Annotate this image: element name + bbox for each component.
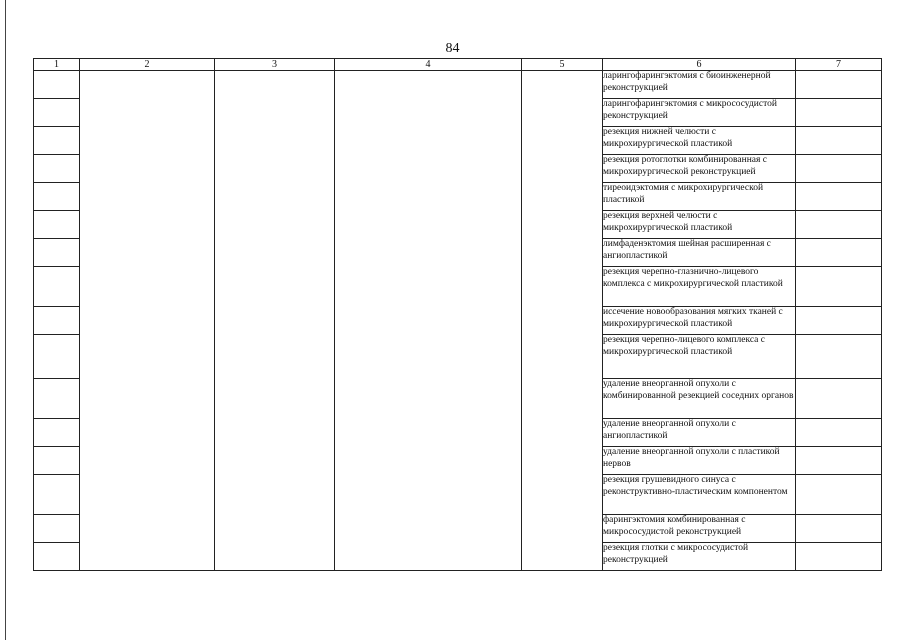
procedure-cell: тиреоидэктомия с микрохирургической пластикой [603,183,796,211]
column-header: 2 [80,59,215,71]
cell-col7 [796,475,882,515]
cell-col7 [796,379,882,419]
column-header: 7 [796,59,882,71]
cell-col3-merged [215,71,335,571]
procedure-cell: ларингофарингэктомия с биоинженерной реконструкцией [603,71,796,99]
column-header-row [34,59,882,71]
cell-col1 [34,335,80,379]
cell-col1 [34,307,80,335]
procedure-cell: удаление внеорганной опухоли с комбинированной резекцией соседних органов [603,379,796,419]
cell-col7 [796,447,882,475]
cell-col1 [34,267,80,307]
procedure-cell: ларингофарингэктомия с микрососудистой реконструкцией [603,99,796,127]
cell-col7 [796,515,882,543]
cell-col2-merged [80,71,215,571]
column-header: 1 [34,59,80,71]
column-header: 5 [522,59,603,71]
cell-col1 [34,475,80,515]
cell-col7 [796,99,882,127]
cell-col7 [796,183,882,211]
procedures-table [33,58,882,571]
cell-col5-merged [522,71,603,571]
cell-col1 [34,71,80,99]
cell-col1 [34,515,80,543]
cell-col1 [34,211,80,239]
cell-col1 [34,183,80,211]
cell-col1 [34,127,80,155]
cell-col1 [34,239,80,267]
cell-col7 [796,543,882,571]
column-header: 3 [215,59,335,71]
page-edge-line [5,0,6,640]
cell-col7 [796,155,882,183]
procedure-cell: удаление внеорганной опухоли с ангиопластикой [603,419,796,447]
column-header: 4 [335,59,522,71]
cell-col1 [34,99,80,127]
cell-col7 [796,239,882,267]
procedure-cell: резекция нижней челюсти с микрохирургической пластикой [603,127,796,155]
table-row [34,71,882,99]
procedure-cell: резекция черепно-лицевого комплекса с микрохирургической пластикой [603,335,796,379]
procedure-cell: резекция глотки с микрососудистой реконструкцией [603,543,796,571]
cell-col1 [34,543,80,571]
procedure-cell: иссечение новообразования мягких тканей с микрохирургической пластикой [603,307,796,335]
procedure-cell: удаление внеорганной опухоли с пластикой нервов [603,447,796,475]
cell-col7 [796,307,882,335]
cell-col7 [796,211,882,239]
page-number: 84 [445,41,460,56]
cell-col7 [796,127,882,155]
cell-col1 [34,379,80,419]
column-header: 6 [603,59,796,71]
procedure-cell: резекция черепно-глазнично-лицевого комплекса с микрохирургической пластикой [603,267,796,307]
cell-col1 [34,447,80,475]
cell-col1 [34,155,80,183]
procedure-cell: фарингэктомия комбинированная с микрососудистой реконструкцией [603,515,796,543]
procedure-cell: резекция ротоглотки комбинированная с микрохирургической реконструкцией [603,155,796,183]
cell-col7 [796,71,882,99]
procedure-cell: резекция верхней челюсти с микрохирургической пластикой [603,211,796,239]
cell-col4-merged [335,71,522,571]
procedure-cell: резекция грушевидного синуса с реконструктивно-пластическим компонентом [603,475,796,515]
cell-col7 [796,267,882,307]
cell-col7 [796,419,882,447]
procedure-cell: лимфаденэктомия шейная расширенная с ангиопластикой [603,239,796,267]
cell-col7 [796,335,882,379]
cell-col1 [34,419,80,447]
